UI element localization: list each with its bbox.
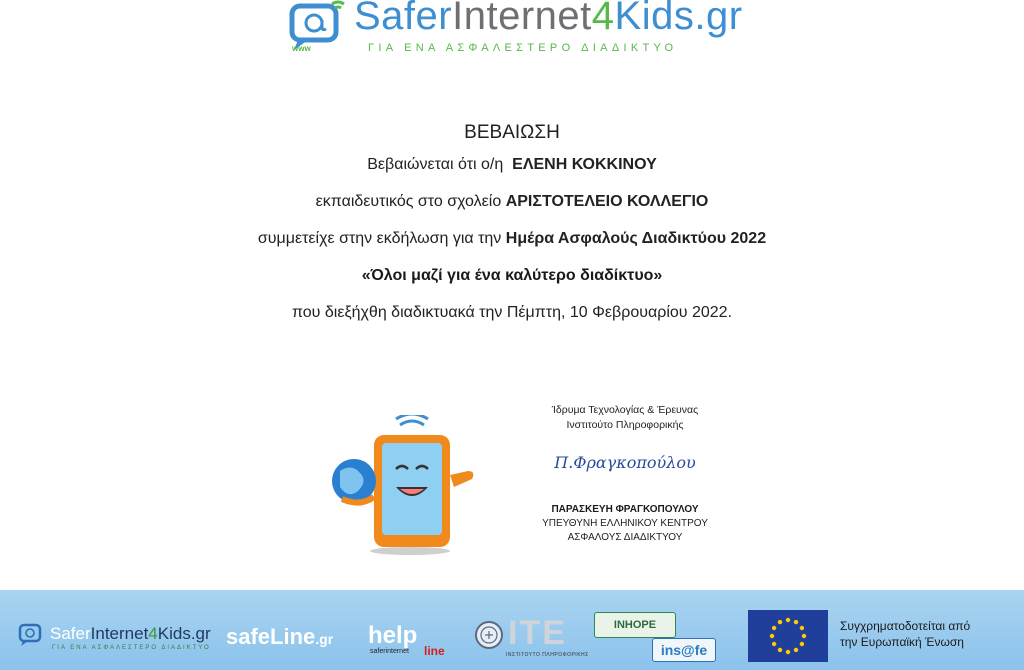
footer-logo-helpline[interactable] bbox=[368, 622, 458, 662]
eu-funding-line1: Συγχρηματοδοτείται από bbox=[840, 619, 971, 633]
brand-part-kids: Kids.gr bbox=[614, 0, 743, 38]
certificate-title: ΒΕΒΑΙΩΣΗ bbox=[464, 122, 560, 143]
ite-seal-icon bbox=[474, 620, 504, 650]
safeline-name: safeLine bbox=[226, 624, 316, 649]
event-slogan: «Όλοι μαζί για ένα καλύτερο διαδίκτυο» bbox=[361, 267, 663, 284]
ite-name: ΙΤΕ bbox=[508, 614, 567, 652]
brand-part-safer: Safer bbox=[354, 0, 453, 38]
school-name: ΑΡΙΣΤΟΤΕΛΕΙΟ ΚΟΛΛΕΓΙΟ bbox=[505, 193, 709, 210]
helpline-name: help bbox=[368, 622, 418, 649]
organization-line1: Ίδρυμα Τεχνολογίας & Έρευνας bbox=[551, 404, 699, 416]
ite-sub: ΙΝΣΤΙΤΟΥΤΟ ΠΛΗΡΟΦΟΡΙΚΗΣ bbox=[506, 652, 589, 658]
at-chat-icon bbox=[18, 622, 46, 648]
line3-prefix: συμμετείχε στην εκδήλωση για την bbox=[257, 230, 502, 247]
certificate-line-name bbox=[0, 146, 1024, 183]
footer-logo-saferinternet4kids[interactable] bbox=[18, 620, 211, 660]
partner-logos-footer bbox=[0, 590, 1024, 670]
handwritten-signature: Π.Φραγκοπούλου bbox=[554, 453, 696, 472]
brand-tagline: ΓΙΑ ΕΝΑ ΑΣΦΑΛΕΣΤΕΡΟ ΔΙΑΔΙΚΤΥΟ bbox=[368, 42, 678, 54]
footer-logo-safeline[interactable] bbox=[226, 624, 333, 650]
footer-brand-part-safer: Safer bbox=[50, 624, 91, 643]
brand-part-4: 4 bbox=[591, 0, 615, 38]
certificate-line-school bbox=[0, 183, 1024, 220]
signature-block bbox=[480, 403, 770, 545]
certificate-body bbox=[0, 120, 1024, 331]
organization-line2: Ινστιτούτο Πληροφορικής bbox=[566, 419, 684, 431]
eu-flag-icon bbox=[748, 610, 828, 662]
footer-logo-ite[interactable] bbox=[474, 614, 589, 660]
brand-part-internet: Internet bbox=[452, 0, 592, 38]
certificate-line-date: που διεξήχθη διαδικτυακά την Πέμπτη, 10 Φεβρουαρίου 2022. bbox=[291, 304, 733, 321]
brand-title bbox=[354, 0, 743, 39]
footer-logo-inhope-insafe[interactable] bbox=[594, 612, 744, 662]
saferinternet4kids-logo[interactable] bbox=[288, 0, 743, 62]
footer-brand-title bbox=[50, 624, 211, 644]
footer-brand-part-kids: Kids.gr bbox=[157, 624, 211, 643]
line1-prefix: Βεβαιώνεται ότι ο/η bbox=[367, 156, 504, 173]
tablet-mascot-illustration bbox=[330, 415, 480, 555]
signer-name: ΠΑΡΑΣΚΕΥΗ ΦΡΑΓΚΟΠΟΥΛΟΥ bbox=[551, 504, 699, 515]
footer-eu-funding[interactable] bbox=[748, 610, 1008, 662]
footer-brand-part-4: 4 bbox=[148, 624, 158, 643]
brand-www: www bbox=[292, 44, 311, 53]
helpline-sub: saferinternet bbox=[370, 648, 409, 655]
safeline-suffix: .gr bbox=[315, 631, 334, 647]
footer-brand-tagline: ΓΙΑ ΕΝΑ ΑΣΦΑΛΕΣΤΕΡΟ ΔΙΑΔΙΚΤΥΟ bbox=[52, 645, 211, 651]
line2-prefix: εκπαιδευτικός στο σχολείο bbox=[315, 193, 502, 210]
event-name: Ημέρα Ασφαλούς Διαδικτύου 2022 bbox=[505, 230, 767, 247]
eu-funding-text bbox=[840, 618, 970, 650]
participant-name: ΕΛΕΝΗ ΚΟΚΚΙΝΟΥ bbox=[512, 156, 657, 173]
signer-role-line2: ΑΣΦΑΛΟΥΣ ΔΙΑΔΙΚΤΥΟΥ bbox=[567, 532, 683, 543]
inhope-logo: INHOPE bbox=[594, 612, 676, 638]
signer-role-line1: ΥΠΕΥΘΥΝΗ ΕΛΛΗΝΙΚΟΥ ΚΕΝΤΡΟΥ bbox=[542, 518, 708, 529]
eu-funding-line2: την Ευρωπαϊκή Ένωση bbox=[840, 635, 964, 649]
helpline-line: line bbox=[424, 644, 445, 658]
insafe-logo: ins@fe bbox=[652, 638, 716, 662]
certificate-line-event bbox=[0, 220, 1024, 257]
footer-brand-part-internet: Internet bbox=[90, 624, 149, 643]
